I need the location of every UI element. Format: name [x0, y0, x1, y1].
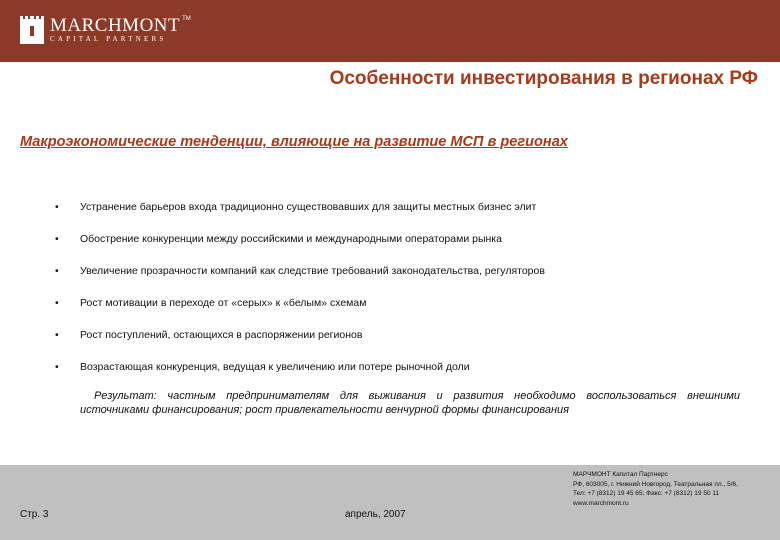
- bullet-icon: •: [55, 233, 59, 245]
- castle-tower-icon: [20, 16, 44, 44]
- brand-row: [50, 16, 191, 35]
- trademark: TM: [182, 16, 191, 22]
- website-link[interactable]: www.marchmont.ru: [573, 499, 629, 507]
- header-bar: [0, 0, 780, 62]
- brand-block: [50, 16, 191, 44]
- list-item: [55, 297, 545, 329]
- bullet-icon: •: [55, 297, 59, 309]
- brand-name: MARCHMONT: [50, 15, 181, 36]
- bullet-icon: •: [55, 201, 59, 213]
- list-item-text: Рост поступлений, остающихся в распоряжении регионов: [80, 329, 363, 341]
- list-item: [55, 233, 545, 265]
- footer: [0, 465, 780, 540]
- contact-info: [573, 470, 738, 508]
- list-item-text: Обострение конкуренции между российскими и международными операторами рынка: [80, 233, 502, 245]
- marchmont-logo: [20, 16, 191, 44]
- list-item-text: Устранение барьеров входа традиционно существовавших для защиты местных бизнес элит: [80, 201, 537, 213]
- page-number: Стр. 3: [20, 509, 49, 520]
- bullet-icon: •: [55, 265, 59, 277]
- list-item-text: Увеличение прозрачности компаний как следствие требований законодательства, регуляторов: [80, 265, 545, 277]
- bullet-list: [55, 201, 545, 393]
- list-item-text: Возрастающая конкуренция, ведущая к увеличению или потере рыночной доли: [80, 361, 470, 373]
- footer-date: апрель, 2007: [345, 509, 406, 520]
- section-subtitle: Макроэкономические тенденции, влияющие на развитие МСП в регионах: [20, 133, 568, 150]
- brand-subtitle: CAPITAL PARTNERS: [50, 35, 167, 43]
- list-item-text: Рост мотивации в переходе от «серых» к «белым» схемам: [80, 297, 367, 309]
- company-name: МАРЧМОНТ Капитал Партнерс: [573, 471, 668, 478]
- list-item: [55, 201, 545, 233]
- bullet-icon: •: [55, 361, 59, 373]
- address: РФ, 603005, г. Нижний Новгород, Театральная пл., 5/6,: [573, 480, 738, 488]
- list-item: [55, 329, 545, 361]
- page-title: Особенности инвестирования в регионах РФ: [329, 68, 758, 89]
- list-item: [55, 265, 545, 297]
- result-text: Результат: частным предпринимателям для выживания и развития необходимо воспользоваться внешними источниками финансирования; рост привлекательности венчурной формы финансирования: [80, 390, 740, 416]
- bullet-icon: •: [55, 329, 59, 341]
- phone-fax: Тел: +7 (8312) 19 45 65; Факс: +7 (8312) 19 50 11: [573, 490, 720, 497]
